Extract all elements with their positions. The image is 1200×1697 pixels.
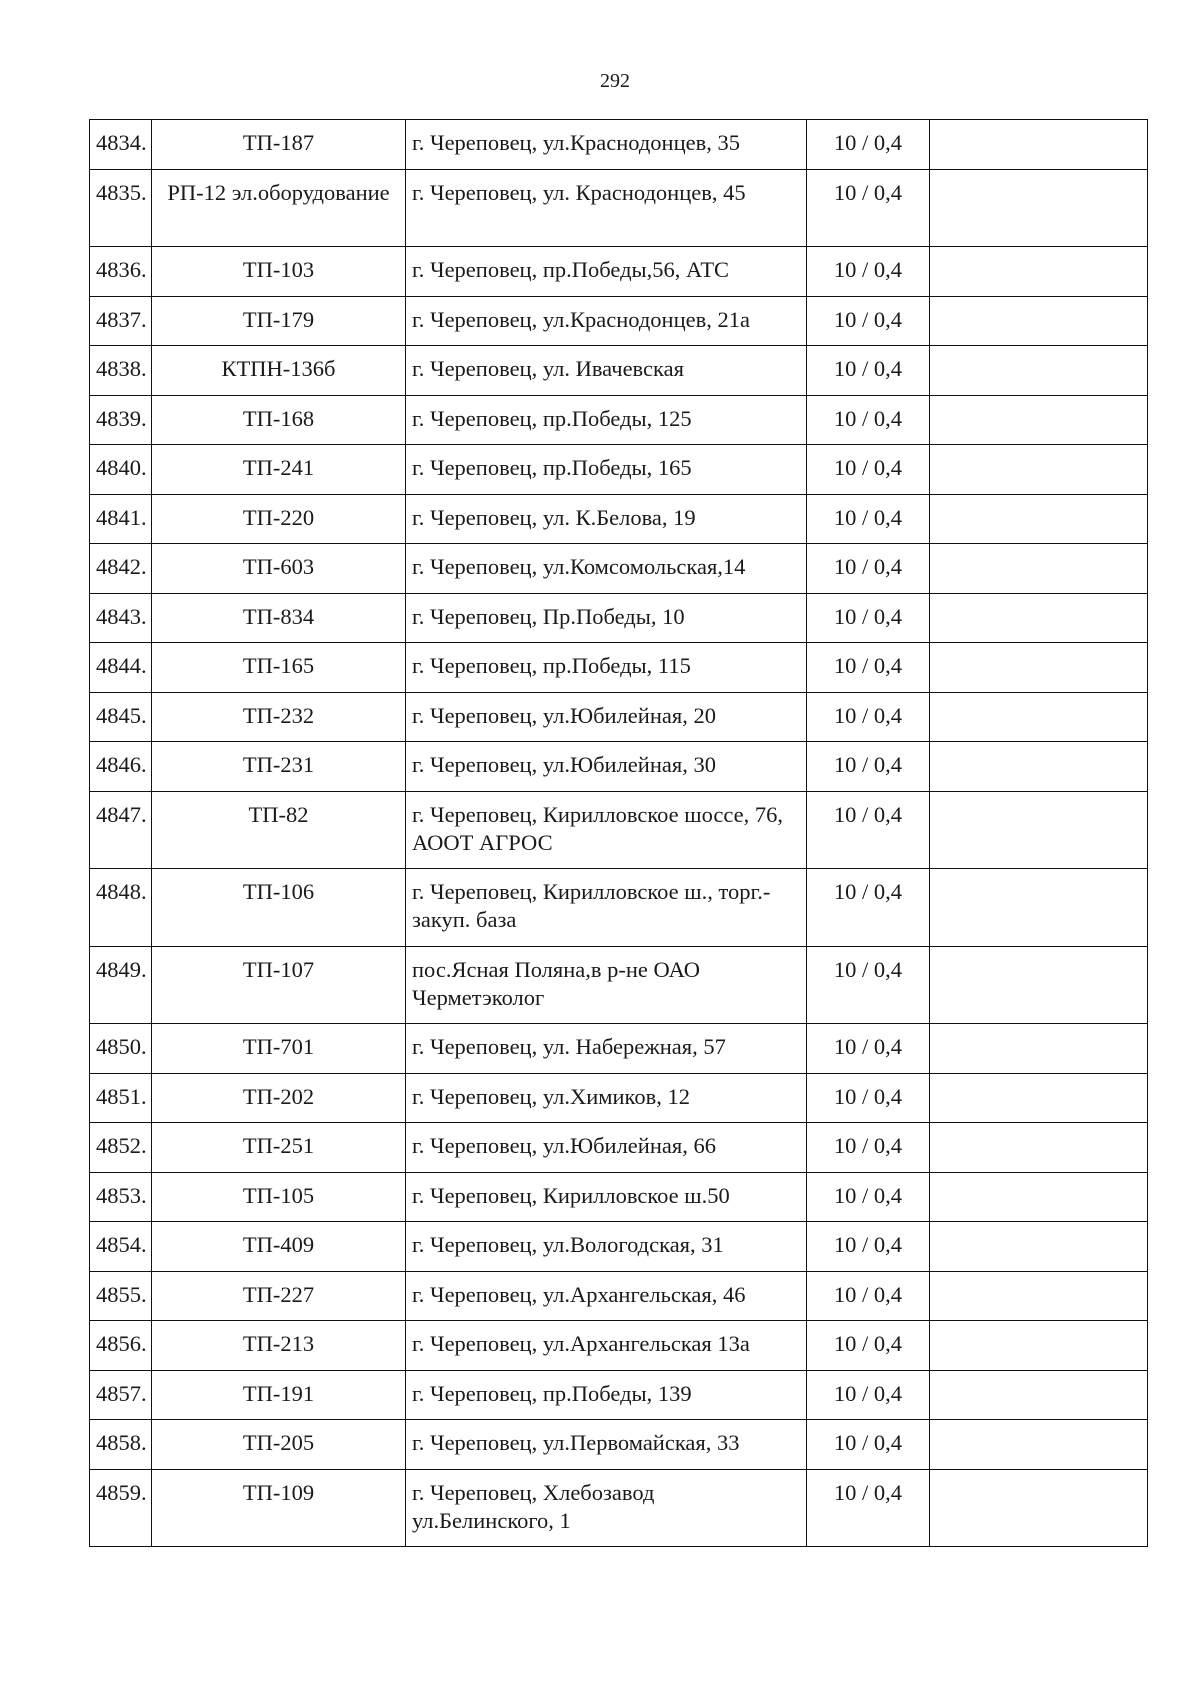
substation-name-cell: ТП-232 <box>152 692 406 742</box>
address-cell: г. Череповец, ул.Архангельская, 46 <box>406 1271 807 1321</box>
voltage-cell: 10 / 0,4 <box>807 1271 930 1321</box>
address-cell: г. Череповец, ул.Юбилейная, 66 <box>406 1123 807 1173</box>
address-cell: г. Череповец, ул.Вологодская, 31 <box>406 1222 807 1272</box>
voltage-cell: 10 / 0,4 <box>807 296 930 346</box>
voltage-cell: 10 / 0,4 <box>807 1172 930 1222</box>
extra-cell <box>930 120 1148 170</box>
row-number-cell: 4850. <box>90 1024 152 1074</box>
voltage-cell: 10 / 0,4 <box>807 169 930 247</box>
substation-name-cell: ТП-105 <box>152 1172 406 1222</box>
substation-name-cell: ТП-191 <box>152 1370 406 1420</box>
table-row <box>90 1271 1148 1321</box>
substation-name-cell: КТПН-136б <box>152 346 406 396</box>
substation-name-cell: ТП-220 <box>152 494 406 544</box>
voltage-cell: 10 / 0,4 <box>807 643 930 693</box>
table-row <box>90 791 1148 869</box>
address-cell: г. Череповец, ул.Краснодонцев, 35 <box>406 120 807 170</box>
table-row <box>90 643 1148 693</box>
extra-cell <box>930 1172 1148 1222</box>
row-number-cell: 4842. <box>90 544 152 594</box>
extra-cell <box>930 346 1148 396</box>
table-row <box>90 445 1148 495</box>
substation-name-cell: ТП-251 <box>152 1123 406 1173</box>
row-number-cell: 4854. <box>90 1222 152 1272</box>
voltage-cell: 10 / 0,4 <box>807 1469 930 1547</box>
address-cell: г. Череповец, Кирилловское ш., торг.-закуп. база <box>406 869 807 947</box>
address-cell: г. Череповец, ул.Химиков, 12 <box>406 1073 807 1123</box>
row-number-cell: 4843. <box>90 593 152 643</box>
row-number-cell: 4855. <box>90 1271 152 1321</box>
address-cell: г. Череповец, ул.Первомайская, 33 <box>406 1420 807 1470</box>
voltage-cell: 10 / 0,4 <box>807 791 930 869</box>
extra-cell <box>930 593 1148 643</box>
voltage-cell: 10 / 0,4 <box>807 1073 930 1123</box>
address-cell: г. Череповец, ул. Набережная, 57 <box>406 1024 807 1074</box>
substation-name-cell: ТП-107 <box>152 946 406 1024</box>
voltage-cell: 10 / 0,4 <box>807 692 930 742</box>
row-number-cell: 4857. <box>90 1370 152 1420</box>
substation-name-cell: ТП-202 <box>152 1073 406 1123</box>
address-cell: г. Череповец, Кирилловское ш.50 <box>406 1172 807 1222</box>
extra-cell <box>930 692 1148 742</box>
voltage-cell: 10 / 0,4 <box>807 742 930 792</box>
address-cell: г. Череповец, ул.Комсомольская,14 <box>406 544 807 594</box>
substation-name-cell: ТП-834 <box>152 593 406 643</box>
row-number-cell: 4858. <box>90 1420 152 1470</box>
substation-name-cell: ТП-227 <box>152 1271 406 1321</box>
extra-cell <box>930 1321 1148 1371</box>
table-row <box>90 1370 1148 1420</box>
voltage-cell: 10 / 0,4 <box>807 1222 930 1272</box>
extra-cell <box>930 247 1148 297</box>
voltage-cell: 10 / 0,4 <box>807 494 930 544</box>
table-row <box>90 869 1148 947</box>
voltage-cell: 10 / 0,4 <box>807 120 930 170</box>
table-row <box>90 296 1148 346</box>
substation-name-cell: ТП-241 <box>152 445 406 495</box>
table-row <box>90 1469 1148 1547</box>
extra-cell <box>930 169 1148 247</box>
extra-cell <box>930 869 1148 947</box>
voltage-cell: 10 / 0,4 <box>807 869 930 947</box>
table-row <box>90 742 1148 792</box>
extra-cell <box>930 395 1148 445</box>
row-number-cell: 4849. <box>90 946 152 1024</box>
voltage-cell: 10 / 0,4 <box>807 1321 930 1371</box>
address-cell: г. Череповец, пр.Победы,56, АТС <box>406 247 807 297</box>
row-number-cell: 4845. <box>90 692 152 742</box>
address-cell: г. Череповец, ул.Архангельская 13а <box>406 1321 807 1371</box>
address-cell: г. Череповец, ул. Ивачевская <box>406 346 807 396</box>
page-number: 292 <box>600 70 630 92</box>
voltage-cell: 10 / 0,4 <box>807 346 930 396</box>
substation-name-cell: ТП-179 <box>152 296 406 346</box>
row-number-cell: 4839. <box>90 395 152 445</box>
row-number-cell: 4856. <box>90 1321 152 1371</box>
address-cell: г. Череповец, Хлебозавод ул.Белинского, 1 <box>406 1469 807 1547</box>
table-body <box>90 120 1148 1547</box>
address-cell: г. Череповец, ул.Юбилейная, 20 <box>406 692 807 742</box>
substation-name-cell: РП-12 эл.оборудование <box>152 169 406 247</box>
table-row <box>90 346 1148 396</box>
table-row <box>90 544 1148 594</box>
table-row <box>90 946 1148 1024</box>
address-cell: г. Череповец, пр.Победы, 115 <box>406 643 807 693</box>
address-cell: г. Череповец, ул. Краснодонцев, 45 <box>406 169 807 247</box>
table-row <box>90 247 1148 297</box>
substation-name-cell: ТП-109 <box>152 1469 406 1547</box>
extra-cell <box>930 296 1148 346</box>
extra-cell <box>930 1370 1148 1420</box>
row-number-cell: 4844. <box>90 643 152 693</box>
extra-cell <box>930 1073 1148 1123</box>
address-cell: г. Череповец, ул.Юбилейная, 30 <box>406 742 807 792</box>
row-number-cell: 4838. <box>90 346 152 396</box>
voltage-cell: 10 / 0,4 <box>807 946 930 1024</box>
table-row <box>90 169 1148 247</box>
row-number-cell: 4847. <box>90 791 152 869</box>
extra-cell <box>930 1024 1148 1074</box>
address-cell: г. Череповец, ул. К.Белова, 19 <box>406 494 807 544</box>
substation-name-cell: ТП-213 <box>152 1321 406 1371</box>
substation-name-cell: ТП-106 <box>152 869 406 947</box>
table-row <box>90 395 1148 445</box>
substation-name-cell: ТП-165 <box>152 643 406 693</box>
voltage-cell: 10 / 0,4 <box>807 1420 930 1470</box>
voltage-cell: 10 / 0,4 <box>807 445 930 495</box>
voltage-cell: 10 / 0,4 <box>807 395 930 445</box>
table-row <box>90 593 1148 643</box>
row-number-cell: 4848. <box>90 869 152 947</box>
substation-name-cell: ТП-103 <box>152 247 406 297</box>
table-row <box>90 1123 1148 1173</box>
substation-name-cell: ТП-187 <box>152 120 406 170</box>
substation-name-cell: ТП-205 <box>152 1420 406 1470</box>
extra-cell <box>930 791 1148 869</box>
extra-cell <box>930 643 1148 693</box>
extra-cell <box>930 742 1148 792</box>
address-cell: г. Череповец, пр.Победы, 139 <box>406 1370 807 1420</box>
row-number-cell: 4836. <box>90 247 152 297</box>
extra-cell <box>930 1123 1148 1173</box>
voltage-cell: 10 / 0,4 <box>807 544 930 594</box>
substation-name-cell: ТП-701 <box>152 1024 406 1074</box>
substation-name-cell: ТП-231 <box>152 742 406 792</box>
table-row <box>90 1172 1148 1222</box>
voltage-cell: 10 / 0,4 <box>807 1024 930 1074</box>
substation-name-cell: ТП-168 <box>152 395 406 445</box>
row-number-cell: 4840. <box>90 445 152 495</box>
voltage-cell: 10 / 0,4 <box>807 1370 930 1420</box>
table-row <box>90 692 1148 742</box>
voltage-cell: 10 / 0,4 <box>807 247 930 297</box>
row-number-cell: 4846. <box>90 742 152 792</box>
row-number-cell: 4841. <box>90 494 152 544</box>
address-cell: г. Череповец, Кирилловское шоссе, 76, АООТ АГРОС <box>406 791 807 869</box>
address-cell: пос.Ясная Поляна,в р-не ОАО Черметэколог <box>406 946 807 1024</box>
table-row <box>90 1420 1148 1470</box>
voltage-cell: 10 / 0,4 <box>807 593 930 643</box>
voltage-cell: 10 / 0,4 <box>807 1123 930 1173</box>
row-number-cell: 4859. <box>90 1469 152 1547</box>
row-number-cell: 4834. <box>90 120 152 170</box>
extra-cell <box>930 1469 1148 1547</box>
extra-cell <box>930 946 1148 1024</box>
extra-cell <box>930 1222 1148 1272</box>
substation-registry-table <box>89 119 1148 1547</box>
table-row <box>90 1073 1148 1123</box>
row-number-cell: 4837. <box>90 296 152 346</box>
substation-name-cell: ТП-409 <box>152 1222 406 1272</box>
address-cell: г. Череповец, ул.Краснодонцев, 21а <box>406 296 807 346</box>
extra-cell <box>930 494 1148 544</box>
row-number-cell: 4851. <box>90 1073 152 1123</box>
address-cell: г. Череповец, пр.Победы, 125 <box>406 395 807 445</box>
extra-cell <box>930 1420 1148 1470</box>
row-number-cell: 4835. <box>90 169 152 247</box>
table-row <box>90 1222 1148 1272</box>
substation-name-cell: ТП-82 <box>152 791 406 869</box>
address-cell: г. Череповец, пр.Победы, 165 <box>406 445 807 495</box>
row-number-cell: 4853. <box>90 1172 152 1222</box>
row-number-cell: 4852. <box>90 1123 152 1173</box>
substation-name-cell: ТП-603 <box>152 544 406 594</box>
table-row <box>90 1024 1148 1074</box>
table-row <box>90 120 1148 170</box>
extra-cell <box>930 544 1148 594</box>
address-cell: г. Череповец, Пр.Победы, 10 <box>406 593 807 643</box>
table-row <box>90 1321 1148 1371</box>
extra-cell <box>930 1271 1148 1321</box>
extra-cell <box>930 445 1148 495</box>
table-row <box>90 494 1148 544</box>
